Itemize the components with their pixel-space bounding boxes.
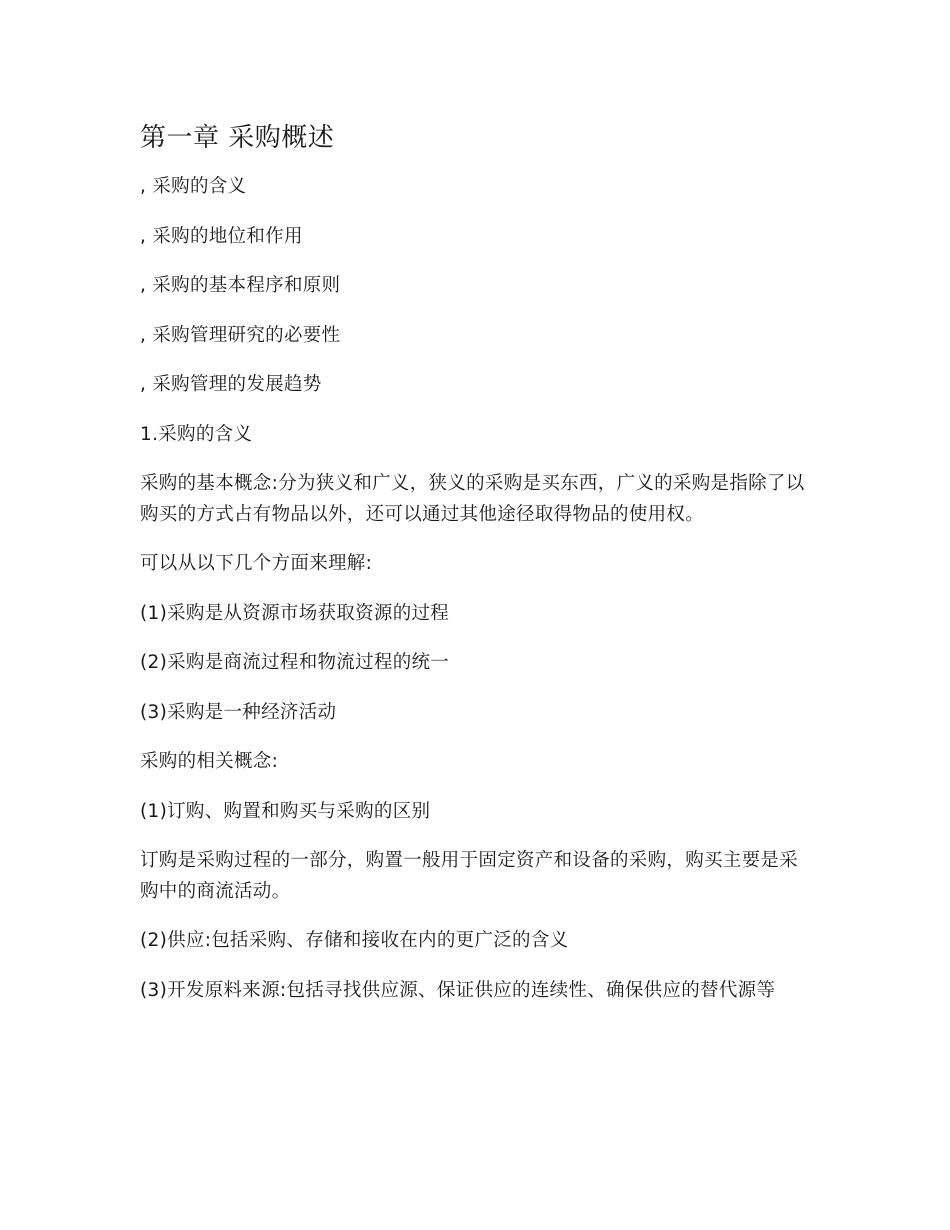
paragraph: (1)订购、购置和购买与采购的区别 [140,800,431,822]
paragraph: (2)供应:包括采购、存储和接收在内的更广泛的含义 [140,930,569,951]
paragraph: (3)开发原料来源:包括寻找供应源、保证供应的连续性、确保供应的替代源等 [140,979,776,1001]
paragraph: 采购的相关概念: [140,751,279,772]
paragraph: (3)采购是一种经济活动 [140,701,337,723]
paragraph: (2)采购是商流过程和物流过程的统一 [140,652,450,673]
document-page [140,118,812,1025]
outline-item: , 采购的地位和作用 [140,225,303,247]
outline-item: , 采购管理的发展趋势 [140,374,322,395]
paragraph: 采购的基本概念:分为狭义和广义，狭义的采购是买东西，广义的采购是指除了以购买的方式占有物品以外，还可以通过其他途径取得物品的使用权。 [140,473,805,525]
paragraph: 可以从以下几个方面来理解: [140,553,373,574]
outline-item: , 采购的基本程序和原则 [140,275,341,296]
paragraph: (1)采购是从资源市场获取资源的过程 [140,602,450,624]
paragraph: 订购是采购过程的一部分，购置一般用于固定资产和设备的采购，购买主要是采购中的商流活动。 [140,850,799,902]
outline-item: , 采购管理研究的必要性 [140,324,341,346]
chapter-title: 第一章 采购概述 [140,123,335,153]
outline-item: , 采购的含义 [140,176,247,197]
section-heading: 1.采购的含义 [140,423,253,445]
